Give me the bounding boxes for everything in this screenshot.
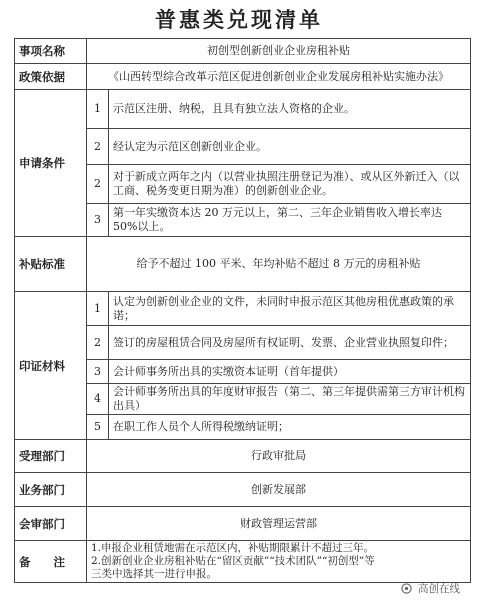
- table-row: [15, 64, 471, 90]
- material-number: 4: [87, 384, 109, 415]
- material-text: 在职工作人员个人所得税缴纳证明；: [109, 415, 471, 440]
- table-row: [15, 90, 471, 129]
- table-row: [15, 473, 471, 507]
- condition-number: 2: [87, 129, 109, 165]
- table-row: [15, 507, 471, 541]
- policy-table: [14, 38, 471, 583]
- condition-number: 2: [87, 165, 109, 204]
- condition-text: 对于新成立两年之内（以营业执照注册登记为准）、或从区外新迁入（以工商、税务变更日期为准）的创新创业企业。: [109, 165, 471, 204]
- material-text: 会计师事务所出具的实缴资本证明（首年提供）: [109, 360, 471, 384]
- material-number: 2: [87, 326, 109, 360]
- row-label-conditions: 申请条件: [15, 90, 87, 237]
- material-text: 签订的房屋租赁合同及房屋所有权证明、发票、企业营业执照复印件；: [109, 326, 471, 360]
- material-text: 会计师事务所出具的年度财审报告（第二、第三年提供需第三方审计机构出具）: [109, 384, 471, 415]
- material-text: 认定为创新创业企业的文件，未同时申报示范区其他房租优惠政策的承诺；: [109, 292, 471, 326]
- standard-value: 给予不超过 100 平米、年均补贴不超过 8 万元的房租补贴: [87, 237, 471, 292]
- wechat-logo-icon: [401, 583, 412, 594]
- item-name-value: 初创型创新创业企业房租补贴: [87, 39, 471, 64]
- watermark-text: 高创在线: [418, 583, 460, 595]
- material-number: 1: [87, 292, 109, 326]
- table-row: [15, 292, 471, 326]
- condition-text: 第一年实缴资本达 20 万元以上，第二、三年企业销售收入增长率达 50%以上。: [109, 204, 471, 237]
- policy-basis-value: 《山西转型综合改革示范区促进创新创业企业发展房租补贴实施办法》: [87, 64, 471, 90]
- condition-number: 3: [87, 204, 109, 237]
- remark-line: 1.申报企业租赁地需在示范区内，补贴期限累计不超过三年。: [91, 542, 375, 554]
- remarks-value: [87, 541, 471, 583]
- row-label-policy-basis: 政策依据: [15, 64, 87, 90]
- condition-text: 示范区注册、纳税，且具有独立法人资格的企业。: [109, 90, 471, 129]
- row-label-item-name: 事项名称: [15, 39, 87, 64]
- row-label-materials: 印证材料: [15, 292, 87, 440]
- table-row: [15, 237, 471, 292]
- row-label-business-dept: 业务部门: [15, 473, 87, 507]
- material-number: 3: [87, 360, 109, 384]
- remark-line: 2.创新创业企业房租补贴在“留区贡献”“技术团队”“初创型”等三类中选择其一进行申报。: [91, 555, 375, 580]
- review-dept-value: 财政管理运营部: [87, 507, 471, 541]
- table-row: [15, 440, 471, 473]
- row-label-remarks: 备 注: [15, 541, 87, 583]
- row-label-standard: 补贴标准: [15, 237, 87, 292]
- accept-dept-value: 行政审批局: [87, 440, 471, 473]
- business-dept-value: 创新发展部: [87, 473, 471, 507]
- table-row: [15, 541, 471, 583]
- table-row: [15, 39, 471, 64]
- condition-text: 经认定为示范区创新创业企业。: [109, 129, 471, 165]
- page-title: 普惠类兑现清单: [155, 7, 323, 32]
- watermark: [401, 581, 460, 596]
- condition-number: 1: [87, 90, 109, 129]
- row-label-accept-dept: 受理部门: [15, 440, 87, 473]
- material-number: 5: [87, 415, 109, 440]
- row-label-review-dept: 会审部门: [15, 507, 87, 541]
